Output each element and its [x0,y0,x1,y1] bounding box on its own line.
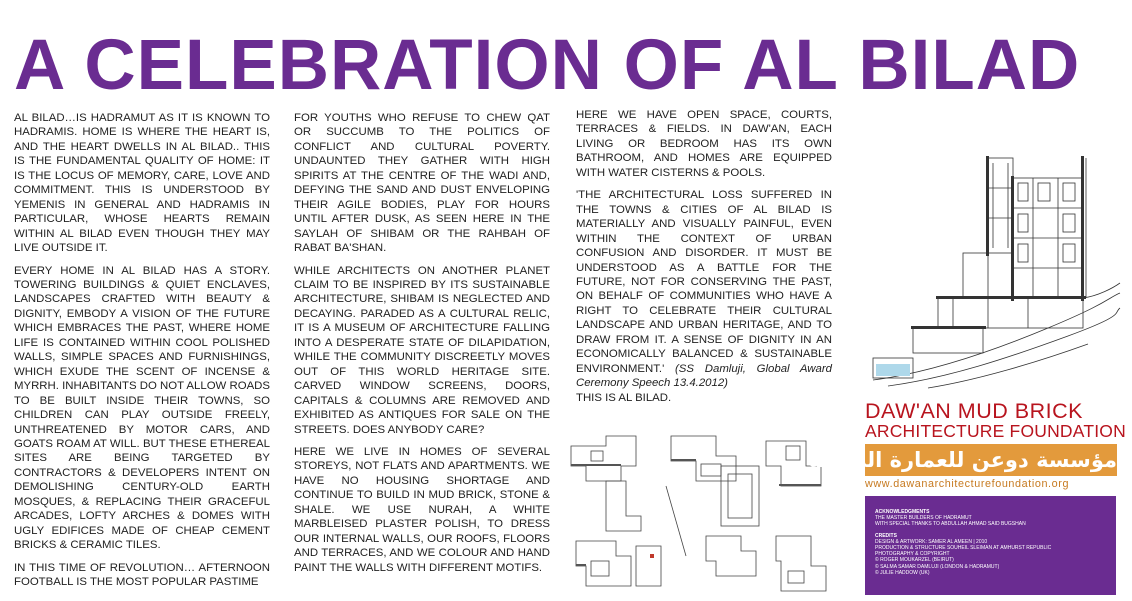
acknowledgements-box [865,496,1116,595]
credits-heading: CREDITS [875,532,897,539]
credit-line: PRODUCTION & STRUCTURE SOUHEIL SLEIMAN AT AMHURST REPUBLIC [875,545,1052,552]
paragraph: FOR YOUTHS WHO REFUSE TO CHEW QAT OR SUCCUMB TO THE POLITICS OF CONFLICT AND CULTURAL POVERTY. UNDAUNTED THEY GATHER WITH HIGH SPIRITS AT THE CENTRE OF THE WADI AND, DEFYING THE SAND AND DUST ENVELOPING THEIR AGILE BODIES, PLAY FOR HOURS UNTIL AFTER DUSK, AS SEEN HERE IN THE SAYLAH OF SHIBAM OR THE RAHBAH OF RABAT BA'SHAN. [294,112,550,255]
page-title: A CELEBRATION OF AL BILAD [14,26,1081,105]
building-elevation-drawing [868,148,1123,388]
closing-line: THIS IS AL BILAD. [576,391,672,404]
paragraph: HERE WE HAVE OPEN SPACE, COURTS, TERRACES & FIELDS. IN DAW'AN, EACH LIVING OR BEDROOM HAS ITS OWN BATHROOM, AND HOMES ARE EQUIPPED WITH WATER CISTERNS & POOLS. [576,109,832,179]
paragraph: IN THIS TIME OF REVOLUTION… AFTERNOON FOOTBALL IS THE MOST POPULAR PASTIME [14,561,270,589]
logo-line-1: DAW'AN MUD BRICK [865,399,1083,423]
credit-line: PHOTOGRAPHY & COPYRIGHT [875,551,950,558]
ack-line: WITH SPECIAL THANKS TO ABDULLAH AHMAD SAID BUGSHAN [875,521,1026,528]
floor-plans-drawing [566,426,836,596]
quote-citation: (SS Damluji, Global Award Ceremony Speech 13.4.2012) [576,362,832,390]
credit-line: © SALMA SAMAR DAMLUJI (LONDON & HADRAMUT) [875,563,1000,570]
paragraph: WHILE ARCHITECTS ON ANOTHER PLANET CLAIM TO BE INSPIRED BY ITS SUSTAINABLE ARCHITECTURE, SHIBAM IS NEGLECTED AND DECAYING. PARADED AS A CULTURAL RELIC, IT IS A MUSEUM OF ARCHITECTURE FALLING INTO A DESPERATE STATE OF DILAPIDATION, WHILE THE COMMUNITY DISCREETLY MOVES OUT OF THIS WORLD HERITAGE SITE. CARVED WINDOW SCREENS, DOORS, CAPITALS & COLUMNS ARE REMOVED AND EXHIBITED AS ANTIQUES FOR SALE ON THE STREETS. DOES ANYBODY CARE? [294,264,550,436]
logo-arabic: مؤسسة دوعن للعمارة الطينية [865,444,1117,476]
ack-line: THE MASTER BUILDERS OF HADRAMUT [875,515,972,522]
text-column-3 [576,108,832,413]
ack-heading: ACKNOWLEDGMENTS [875,509,930,515]
text-column-1 [14,111,270,598]
paragraph: EVERY HOME IN AL BILAD HAS A STORY. TOWERING BUILDINGS & QUIET ENCLAVES, LANDSCAPES CRAFTED WITH BEAUTY & DIGNITY, EMBODY A VISION OF THE FUTURE WHICH EMBRACES THE PAST, WHERE HOME LIFE IS CONTAINED WITHIN COOL POLISHED WALLS, SIMPLE SPACES AND FURNISHINGS, WHICH EXUDE THE SCENT OF INCENSE & MYRRH. INHABITANTS DO NOT ALLOW ROADS TO BE BUILT INSIDE THEIR TOWNS, SO CHILDREN CAN PLAY OUTSIDE FREELY, UNTHREATENED BY MOTOR CARS, AND GOATS ROAM AT WILL. BUT THESE ETHEREAL SITES ARE BEING TARGETED BY CONTRACTORS & DEVELOPERS INTENT ON DEMOLISHING CENTURY-OLD EARTH MOSQUES, & REPLACING THEIR GRACEFUL ARCADES, LOFTY ARCHES & DOMES WITH UGLY EDIFICES MADE OF CHEAP CEMENT BRICKS & CERAMIC TILES. [14,264,270,552]
logo-line-2: ARCHITECTURE FOUNDATION [865,421,1126,441]
credit-line: DESIGN & ARTWORK: SAMER AL AMEEN | 2010 [875,538,988,545]
quote-text: 'THE ARCHITECTURAL LOSS SUFFERED IN THE TOWNS & CITIES OF AL BILAD IS MATERIALLY AND VISUALLY PAINFUL, EVEN WITHIN THE CONTEXT OF URBAN CONFUSION AND DISORDER. IT MUST BE UNDERSTOOD AS A BATTLE FOR THE FUTURE, NOT FOR CONSERVING THE PAST, ON BEHALF OF COMMUNITIES WHO HAVE A RIGHT TO CELEBRATE THEIR CULTURAL LANDSCAPE AND URBAN HERITAGE, AND TO DRAW FROM IT. A SENSE OF DIGNITY IN AN ECONOMICALLY BALANCED & SUSTAINABLE ENVIRONMENT.' [576,189,832,375]
quote-paragraph [576,188,832,390]
text-column-2 [294,111,550,583]
paragraph: HERE WE LIVE IN HOMES OF SEVERAL STOREYS, NOT FLATS AND APARTMENTS. WE HAVE NO HOUSING SHORTAGE AND CONTINUE TO BUILD IN MUD BRICK, STONE & SHALE. WE USE NURAH, A WHITE MARBLEISED PLASTER POLISH, TO DRESS OUR INTERNAL WALLS, OUR ROOFS, FLOORS AND TERRACES, AND WE COLOUR AND HAND PAINT THE WALLS WITH DIFFERENT MOTIFS. [294,445,550,574]
credit-line: © ROGER MOUKARZEL (BEIRUT) [875,557,954,564]
foundation-logo [808,399,1130,490]
paragraph: AL BILAD…IS HADRAMUT AS IT IS KNOWN TO HADRAMIS. HOME IS WHERE THE HEART IS, AND THE HEART DWELLS IN AL BILAD.. THIS IS THE FUNDAMENTAL QUALITY OF HOME: IT IS THE LOCUS OF MEMORY, CARE, LOVE AND COMMITMENT. THIS IS UNDERSTOOD BY YEMENIS IN GENERAL AND HADRAMIS IN PARTICULAR, WHOSE HEARTS REMAIN WITHIN AL BILAD EVEN THOUGH THEY MAY LIVE OUTSIDE IT. [14,112,270,255]
credit-line: © JULIE HADDOW (UK) [875,569,930,576]
website-link[interactable]: www.dawanarchitecturefoundation.org [865,478,1070,490]
